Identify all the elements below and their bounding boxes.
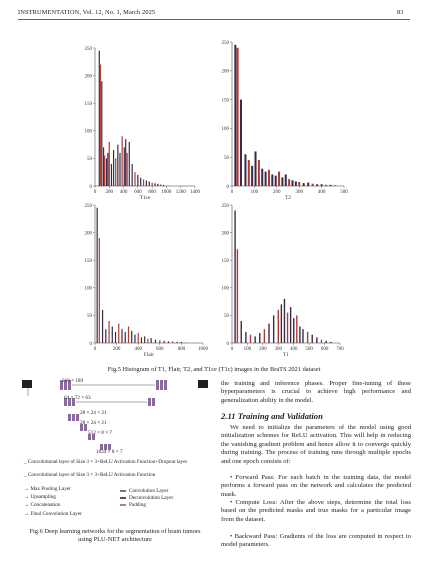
histogram-bar [302, 329, 303, 343]
histogram-bar [258, 160, 260, 186]
histogram-bar [278, 310, 279, 343]
x-tick-label: 800 [177, 347, 186, 352]
network-diagram [20, 376, 210, 500]
size-label-1: 216 × 189 [62, 378, 84, 384]
x-tick-label: 400 [119, 190, 128, 195]
histogram-bar [115, 332, 116, 343]
y-tick-label: 150 [221, 98, 229, 104]
histogram-bar [275, 176, 277, 186]
input-image-block [22, 380, 32, 388]
legend-padding: Padding [120, 502, 146, 508]
histogram-bar [159, 340, 160, 343]
size-label-6: 1024 × 8 × 7 [96, 449, 123, 455]
y-tick-label: 100 [221, 127, 229, 133]
histogram-bar [312, 184, 314, 186]
bullet-compute-loss: • Compute Loss: After the above steps, determine the total loss based on the predicted masks and true masks for a particular image from the dataset. [221, 499, 411, 523]
histogram-bar [137, 175, 138, 186]
histogram-bar [265, 172, 267, 186]
x-axis-label: T1ce [139, 195, 151, 201]
histogram-bar [105, 329, 106, 343]
x-tick-label: 300 [295, 190, 303, 195]
histogram-bar [141, 337, 142, 343]
legend-convolution: Convolution Layer [120, 488, 168, 494]
x-tick-label: 200 [259, 347, 267, 352]
histogram-bar [109, 142, 110, 186]
x-tick-label: 1200 [175, 190, 186, 195]
histogram-bar [296, 315, 297, 343]
histogram-bar [255, 151, 257, 186]
histogram-bar [104, 156, 105, 186]
histogram-bar [134, 335, 135, 343]
histogram-bar [250, 335, 251, 343]
y-tick-label: 150 [84, 102, 92, 107]
histogram-bar [330, 342, 331, 343]
histogram-bar [312, 335, 313, 343]
section-title: 2.11 Training and Validation [221, 411, 323, 421]
legend-max-pool: → Max Pooling Layer [24, 486, 71, 492]
arrow-right-icon: → [24, 494, 31, 500]
y-tick-label: 150 [84, 259, 92, 264]
histogram-bar [97, 208, 98, 343]
histogram-bar [125, 332, 126, 343]
histogram-bar [293, 318, 294, 343]
histogram-bar [151, 338, 152, 343]
legend-conv-relu-dropout: _ Convolutional layer of Size 3 × 3+ReLU Activation Function+Dropout layer [24, 459, 188, 465]
x-tick-label: 700 [336, 347, 344, 352]
histogram-bar [234, 45, 236, 186]
histogram-bar [234, 211, 235, 343]
histogram-bar [147, 339, 148, 343]
histogram-bar [138, 333, 139, 343]
histogram-bar [100, 65, 101, 186]
x-axis-label: T2 [285, 195, 291, 201]
histogram-bar [181, 342, 182, 343]
x-tick-label: 600 [320, 347, 329, 352]
legend-concatenation: → Concatenation [24, 502, 61, 508]
deconvolution-swatch-icon [120, 497, 126, 499]
histogram-t1ce [85, 47, 201, 201]
x-tick-label: 800 [148, 190, 156, 195]
size-label-4: 28 × 24 × 21 [80, 420, 107, 426]
histogram-bar [119, 153, 120, 186]
histogram-bar [307, 332, 308, 343]
histogram-bar [321, 340, 322, 343]
bullet-backward-pass: • Backward Pass: Gradients of the loss are computed in respect to model parameters. [221, 533, 411, 549]
histogram-bar [254, 336, 255, 343]
histogram-bar [245, 332, 246, 343]
histogram-bar [284, 299, 285, 343]
journal-header: INSTRUMENTATION, Vol. 12, No. 1, March 2025 [18, 9, 156, 16]
histogram-bar [132, 164, 133, 186]
x-tick-label: 600 [134, 190, 142, 195]
histogram-bar [115, 158, 116, 186]
y-tick-label: 200 [221, 69, 229, 75]
histogram-bar [149, 182, 150, 186]
histogram-bar [164, 341, 165, 343]
histogram-bar [291, 180, 293, 186]
histogram-bar [134, 172, 135, 186]
x-tick-label: 1000 [161, 190, 172, 195]
arrow-right-icon: → [24, 511, 31, 517]
x-tick-label: 100 [250, 190, 259, 195]
histogram-bar [298, 182, 300, 186]
x-axis-label: Flair [143, 352, 155, 358]
x-axis-label: T1 [283, 352, 289, 358]
y-tick-label: 50 [87, 314, 92, 320]
histogram-bar [112, 326, 113, 343]
histogram-bar [237, 48, 239, 186]
y-tick-label: 0 [226, 341, 229, 347]
arrow-right-icon: → [24, 486, 31, 492]
intro-paragraph: the training and inference phases. Proper fine-tuning of these hyperparameters is crucial to achieve high performance and generalization ability in the model. [221, 380, 411, 404]
histogram-bar [176, 342, 177, 343]
histogram-bar [101, 81, 102, 186]
histogram-bar [99, 238, 100, 343]
y-tick-label: 250 [84, 46, 92, 52]
x-tick-label: 0 [230, 190, 234, 195]
histogram-bar [121, 329, 122, 343]
y-tick-label: 100 [221, 286, 229, 292]
y-tick-label: 50 [224, 156, 229, 161]
x-tick-label: 500 [340, 190, 348, 195]
histogram-bar [285, 174, 287, 186]
y-tick-label: 250 [221, 203, 229, 209]
histogram-bar [325, 185, 327, 186]
x-tick-label: 400 [289, 347, 298, 352]
y-tick-label: 250 [221, 40, 229, 46]
histogram-bar [271, 174, 273, 186]
size-label-2: 64 × 72 × 63 [64, 395, 91, 401]
histogram-flair [85, 204, 209, 358]
histogram-bar [127, 153, 128, 186]
x-tick-label: 300 [274, 347, 283, 352]
histogram-bar [288, 179, 290, 186]
histogram-bar [154, 183, 155, 186]
y-tick-label: 0 [89, 184, 92, 190]
size-label-3: 28 × 24 × 21 [80, 410, 107, 416]
histogram-bar [155, 340, 156, 343]
x-tick-label: 600 [156, 347, 164, 352]
legend-conv-relu: _ Convolutional layer of Size 3 × 3+ReLU Activation Function [24, 472, 156, 478]
page-number: 83 [397, 9, 404, 16]
histogram-bar [122, 136, 123, 186]
histogram-bar [168, 341, 169, 343]
histogram-bar [140, 178, 141, 186]
figure5-caption: Fig.5 Histogram of T1, Flair, T2, and T1ce (T1c) images in the BraTS 2021 dataset [107, 366, 321, 373]
histogram-bar [299, 326, 300, 343]
histogram-bar [144, 336, 145, 343]
histogram-bar [152, 183, 153, 186]
arrow-right-icon: → [24, 502, 31, 508]
histogram-t1 [222, 204, 345, 358]
histogram-bar [268, 170, 270, 186]
histogram-bar [240, 100, 242, 186]
legend-upsampling: → Upsampling [24, 494, 56, 500]
bullet-forward-pass: • Forward Pass: For each batch in the training data, the model performs a forward pass on the network and calculates the predicted mask. [221, 474, 411, 498]
x-tick-label: 1400 [190, 190, 200, 195]
histogram-bar [129, 142, 130, 186]
size-label-5: 512 × 8 × 7 [88, 430, 113, 436]
histogram-bar [185, 342, 186, 343]
histogram-bar [264, 329, 265, 343]
histogram-bar [237, 249, 238, 343]
histogram-bar [107, 153, 108, 186]
histogram-bar [278, 172, 280, 186]
x-tick-label: 400 [317, 190, 326, 195]
convolution-swatch-icon [120, 490, 126, 492]
histogram-bar [307, 183, 309, 186]
figure6-caption: Fig.6 Deep learning networks for the segmentation of brain tumors using PLU-NET architecture [29, 528, 201, 543]
histogram-bar [241, 321, 242, 343]
histogram-bar [268, 324, 269, 343]
histogram-bar [287, 313, 288, 343]
histogram-bar [99, 51, 100, 186]
y-tick-label: 200 [84, 231, 92, 237]
histogram-bar [146, 180, 147, 186]
x-tick-label: 0 [93, 347, 97, 352]
histogram-bar [125, 139, 126, 186]
histogram-bar [281, 304, 282, 343]
histogram-bar [325, 341, 326, 343]
histogram-bar [163, 185, 164, 186]
y-tick-label: 100 [84, 286, 92, 292]
histogram-bar [273, 315, 274, 343]
paragraph-1: We need to initialize the parameters of the model using good initialization schemes for ReLU activation. This will help in reducing the vanishing gradient problem and hence allow it to converge quickly during training. The process of training runs through multiple epochs and one epoch consists of: [221, 424, 411, 465]
histogram-bar [248, 160, 250, 186]
histogram-bar [157, 184, 158, 186]
y-tick-label: 50 [87, 157, 92, 163]
x-tick-label: 0 [230, 347, 234, 352]
histogram-bar [106, 158, 107, 186]
x-tick-label: 200 [105, 190, 114, 195]
y-tick-label: 250 [84, 203, 92, 209]
histogram-bar [131, 331, 132, 343]
x-tick-label: 500 [305, 347, 313, 352]
legend-marker: _ [24, 472, 28, 478]
histogram-bar [111, 164, 112, 186]
x-tick-label: 400 [134, 347, 142, 352]
histogram-bar [330, 185, 332, 186]
x-tick-label: 0 [93, 190, 97, 195]
histogram-bar [303, 183, 305, 186]
histogram-bar [316, 184, 318, 186]
legend-marker: _ [24, 459, 28, 465]
y-tick-label: 50 [224, 314, 229, 320]
histogram-bar [261, 169, 263, 186]
histogram-bar [172, 341, 173, 343]
histogram-bar [143, 179, 144, 186]
histogram-bar [160, 184, 161, 186]
histogram-bar [113, 150, 114, 186]
legend-deconvolution: Deconvolution Layer [120, 495, 173, 501]
histogram-bar [334, 185, 336, 186]
histogram-bar [244, 154, 246, 186]
padding-swatch-icon [120, 504, 126, 506]
histogram-bar [259, 333, 260, 343]
histogram-t2 [222, 41, 349, 201]
histogram-bar [321, 184, 323, 186]
y-tick-label: 0 [226, 184, 229, 190]
x-tick-label: 1000 [198, 347, 208, 352]
histogram-bar [295, 181, 297, 186]
output-image-block [198, 380, 208, 388]
histogram-bar [316, 337, 317, 343]
y-tick-label: 200 [84, 74, 92, 80]
histogram-bar [108, 321, 109, 343]
histogram-bar [128, 326, 129, 343]
x-tick-label: 200 [112, 347, 121, 352]
histogram-bar [118, 324, 119, 343]
histogram-bar [102, 310, 103, 343]
x-tick-label: 100 [243, 347, 252, 352]
legend-final-conv: → Final Convolution Layer [24, 511, 82, 517]
histogram-bar [281, 177, 283, 186]
histogram-bar [117, 145, 118, 186]
y-tick-label: 150 [221, 259, 229, 264]
y-tick-label: 0 [89, 341, 92, 347]
histogram-bar [103, 147, 104, 186]
histogram-bar [251, 166, 253, 186]
histogram-bar [124, 147, 125, 186]
y-tick-label: 200 [221, 231, 229, 237]
y-tick-label: 100 [84, 129, 92, 135]
x-tick-label: 200 [273, 190, 281, 195]
histogram-bar [290, 307, 291, 343]
